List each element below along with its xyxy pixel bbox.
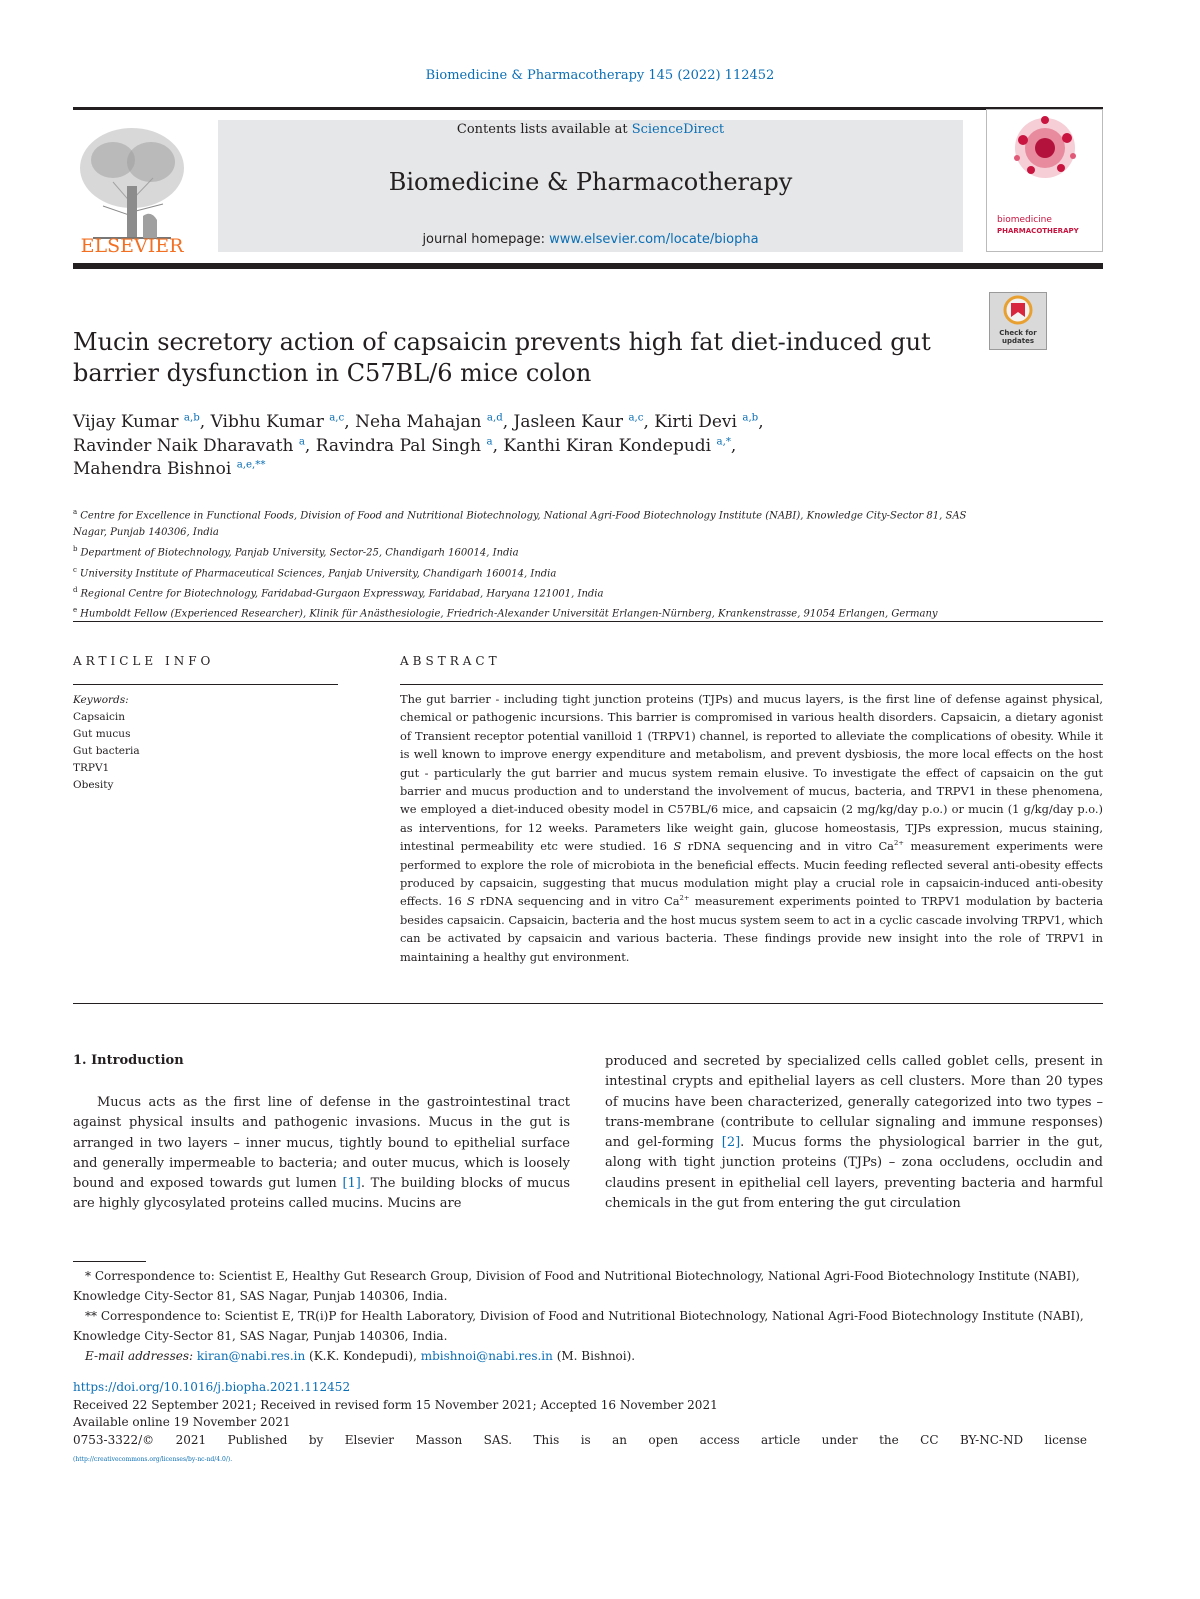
article-info-divider <box>73 684 338 685</box>
email-addresses: E-mail addresses: kiran@nabi.res.in (K.K. Kondepudi), mbishnoi@nabi.res.in (M. Bishnoi). <box>85 1349 636 1363</box>
license-line: 0753-3322/© 2021 Published by Elsevier Masson SAS. This is an open access article under the CC BY-NC-ND license <box>73 1432 1087 1447</box>
author-7[interactable]: Ravindra Pal Singh $^a$, <box>315 435 504 456</box>
journal-title: Biomedicine & Pharmacotherapy <box>388 168 793 196</box>
check-updates-line2: updates <box>1002 337 1034 345</box>
journal-header-box <box>218 120 963 252</box>
keyword-item: Capsaicin <box>73 711 126 723</box>
cover-title-line1: biomedicine <box>997 215 1052 225</box>
affiliation-d: $^d$ Regional Centre for Biotechnology, Faridabad-Gurgaon Expressway, Faridabad, Haryana 121001, India <box>73 585 604 600</box>
contents-line <box>218 122 963 137</box>
author-6[interactable]: Ravinder Naik Dharavath $^a$, <box>73 435 316 456</box>
check-for-updates-button[interactable] <box>989 292 1047 350</box>
affiliation-a: $^a$ Centre for Excellence in Functional Foods, Division of Food and Nutritional Biotechnology, National Agri-Food Biotechnology Institute (NABI), Knowledge City-Sector 81, SAS Nagar, Punjab 140306, India <box>73 508 967 539</box>
keywords-list <box>73 692 140 794</box>
homepage-line <box>218 232 963 247</box>
available-online: Available online 19 November 2021 <box>73 1415 291 1429</box>
author-2[interactable]: Vibhu Kumar $^{a,c}$, <box>210 412 356 432</box>
affiliation-c: $^c$ University Institute of Pharmaceutical Sciences, Panjab University, Chandigarh 160014, India <box>73 565 557 579</box>
keyword-item: Gut mucus <box>73 728 131 740</box>
check-updates-icon <box>990 293 1046 327</box>
correspondence-footnote-2: ** Correspondence to: Scientist E, TR(i)P for Health Laboratory, Division of Food and Nutritional Biotechnology, National Agri-Food Biotechnology Institute (NABI), Knowledge City-Sector 81, SAS Nagar, Punjab 140306, India. <box>73 1309 1084 1343</box>
author-4[interactable]: Jasleen Kaur $^{a,c}$, <box>513 412 655 432</box>
footnote-divider <box>73 1261 146 1262</box>
abstract-heading: ABSTRACT <box>400 654 501 668</box>
received-dates: Received 22 September 2021; Received in revised form 15 November 2021; Accepted 16 November 2021 <box>73 1397 718 1412</box>
affiliation-b: $^b$ Department of Biotechnology, Panjab University, Sector-25, Chandigarh 160014, India <box>73 545 519 559</box>
affiliation-list <box>73 504 973 623</box>
homepage-prefix: journal homepage: <box>422 232 550 247</box>
author-5[interactable]: Kirti Devi $^{a,b}$, <box>654 412 764 432</box>
abstract-body: The gut barrier - including tight junction proteins (TJPs) and mucus layers, is the first line of defense against physical, chemical or pathogenic incursions. This barrier is compromised in various health disorders. Capsaicin, a dietary agonist of Transient receptor potential vanilloid 1 (TRPV1) channel, is reported to alleviate the complications of obesity. While it is well known to improve energy expenditure and metabolism, and prevent dysbiosis, the more local effects on the host gut - particularly the gut barrier and mucus system remain elusive. To investigate the effect of capsaicin on the gut barrier and mucus production and to understand the involvement of mucus, bacteria, and TRPV1 in these phenomena, we employed a diet-induced obesity model in C57BL/6 mice, and capsaicin (2 mg/kg/day p.o.) or mucin (1 g/kg/day p.o.) as interventions, for 12 weeks. Parameters like weight gain, glucose homeostasis, TJPs expression, mucus staining, intestinal permeability etc were studied. 16 S rDNA sequencing and in vitro $Ca^{2+}$ measurement experiments were performed to explore the role of microbiota in the beneficial effects. Mucin feeding reflected several anti-obesity effects produced by capsaicin, suggesting that mucus modulation might play a crucial role in capsaicin-induced anti-obesity effects. 16 S rDNA sequencing and in vitro $Ca^{2+}$ measurement experiments pointed to TRPV1 modulation by bacteria besides capsaicin. Capsaicin, bacteria and the host mucus system seem to act in a cyclic cascade involving TRPV1, which can be activated by capsaicin and various bacteria. These findings provide new insight into the role of TRPV1 in maintaining a healthy gut environment. <box>400 692 1103 964</box>
header-top-rule <box>73 107 1103 110</box>
author-1[interactable]: Vijay Kumar $^{a,b}$, <box>73 412 211 432</box>
keyword-item: Gut bacteria <box>73 745 140 757</box>
elsevier-wordmark: ELSEVIER <box>80 235 184 257</box>
introduction-heading: 1. Introduction <box>73 1053 184 1068</box>
license-url-link[interactable]: (http://creativecommons.org/licenses/by-nc-nd/4.0/). <box>73 1456 233 1463</box>
reference-link-1[interactable]: [1] <box>342 1176 361 1192</box>
check-updates-line1: Check for <box>999 329 1037 337</box>
header-bottom-rule <box>73 263 1103 269</box>
footnotes <box>73 1266 1103 1366</box>
journal-homepage-link[interactable]: www.elsevier.com/locate/biopha <box>549 232 759 247</box>
author-list <box>73 411 973 482</box>
affiliation-e: $^e$ Humboldt Fellow (Experienced Researcher), Klinik für Anästhesiologie, Friedrich-Alexander Universität Erlangen-Nürnberg, Krankenstrasse, 91054 Erlangen, Germany <box>73 606 938 620</box>
article-info-heading: ARTICLE INFO <box>73 654 215 668</box>
intro-left-column: Mucus acts as the first line of defense in the gastrointestinal tract against physical insults and pathogenic invasions. Mucus in the gut is arranged in two layers – inner mucus, tightly bound to epithelial surface and generally impermeable to bacteria; and outer mucus, which is loosely bound and exposed towards gut lumen [1]. The building blocks of mucus are highly glycosylated proteins called mucins. Mucins are <box>73 1095 570 1212</box>
abstract-divider <box>400 684 1103 685</box>
journal-reference[interactable]: Biomedicine & Pharmacotherapy 145 (2022) 112452 <box>425 68 775 83</box>
elsevier-logo <box>73 120 191 258</box>
publication-info <box>73 1379 1103 1469</box>
journal-cover-image <box>986 109 1103 252</box>
cover-title-line2: PHARMACOTHERAPY <box>997 227 1079 235</box>
contents-prefix: Contents lists available at <box>456 122 632 137</box>
reference-link-2[interactable]: [2] <box>721 1135 741 1151</box>
keyword-item: TRPV1 <box>73 762 110 774</box>
email-link-bishnoi[interactable]: mbishnoi@nabi.res.in <box>420 1349 553 1363</box>
email-link-kondepudi[interactable]: kiran@nabi.res.in <box>196 1349 306 1363</box>
affiliations-divider <box>73 621 1103 622</box>
doi-link[interactable]: https://doi.org/10.1016/j.biopha.2021.112452 <box>73 1380 351 1394</box>
author-8[interactable]: Kanthi Kiran Kondepudi $^{a,*}$, <box>503 435 737 456</box>
sciencedirect-link[interactable]: ScienceDirect <box>631 122 725 137</box>
keywords-label: Keywords: <box>73 694 129 706</box>
correspondence-footnote-1: * Correspondence to: Scientist E, Healthy Gut Research Group, Division of Food and Nutritional Biotechnology, National Agri-Food Biotechnology Institute (NABI), Knowledge City-Sector 81, SAS Nagar, Punjab 140306, India. <box>73 1269 1080 1303</box>
intro-right-column: produced and secreted by specialized cells called goblet cells, present in intestinal crypts and epithelial layers as cell clusters. More than 20 types of mucins have been characterized, generally categorized into two types – trans-membrane (contribute to cellular signaling and immune responses) and gel-forming [2]. Mucus forms the physiological barrier in the gut, along with tight junction proteins (TJPs) – zona occludens, occludin and claudins present in epithelial cell layers, preventing bacteria and harmful chemicals in the gut from entering the gut circulation <box>605 1054 1104 1212</box>
abstract-bottom-divider <box>73 1003 1103 1004</box>
author-9[interactable]: Mahendra Bishnoi $^{a,e,**}$ <box>73 459 266 479</box>
article-title: Mucin secretory action of capsaicin prevents high fat diet-induced gut barrier dysfunction in C57BL/6 mice colon <box>73 328 931 387</box>
author-3[interactable]: Neha Mahajan $^{a,d}$, <box>355 412 514 432</box>
keyword-item: Obesity <box>73 779 114 791</box>
